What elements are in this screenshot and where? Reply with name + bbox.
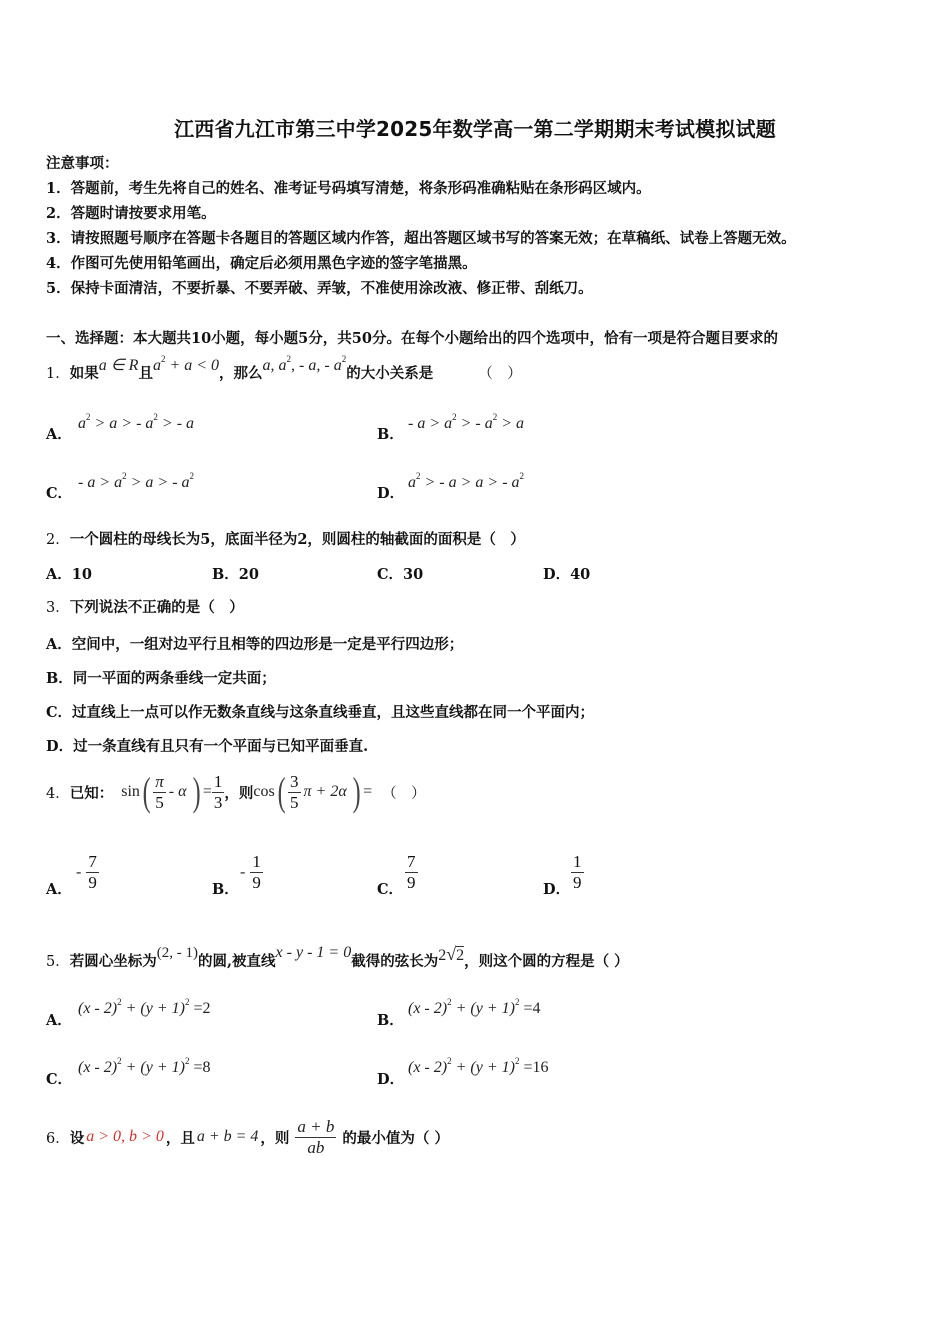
option-a-math: - $\frac{7}{9}$ <box>76 852 97 892</box>
math-expression: $a^2 + a < 0$ <box>152 354 220 374</box>
option-c-label: C． <box>46 1071 73 1088</box>
math-sqrt: 2√2 <box>438 944 465 964</box>
math-expression: x - y - 1 = 0 <box>275 944 352 961</box>
option-d: D．40 <box>543 566 591 583</box>
option-d: D．过一条直线有且只有一个平面与已知平面垂直. <box>46 738 369 755</box>
question-5: 5．若圆心坐标为(2, - 1)的圆,被直线x - y - 1 = 0截得的弦长为2√2，则这个圆的方程是（ ） <box>46 944 629 970</box>
option-d-math: $a^2$ > - a > a > - $a^2$ <box>408 471 525 491</box>
page-title: 江西省九江市第三中学2025年数学高一第二学期期末考试模拟试题 <box>174 117 776 141</box>
notice-item-5: 5．保持卡面清洁，不要折暴、不要弄破、弄皱，不准使用涂改液、修正带、刮纸刀。 <box>46 280 593 297</box>
option-a: A．10 <box>46 566 92 583</box>
option-d-math: $\frac{1}{9}$ <box>573 852 582 892</box>
math-expression: a + b = 4 <box>196 1128 259 1145</box>
section-heading: 一、选择题：本大题共10小题，每小题5分，共50分。在每个小题给出的四个选项中，恰有一项是符合题目要求的 <box>46 330 778 347</box>
math-expression: a, $a^2$, - a, - $a^2$ <box>262 354 347 374</box>
option-a-label: A． <box>46 1012 72 1029</box>
option-d-label: D． <box>377 485 405 502</box>
question-number: 4． <box>46 785 70 802</box>
question-number: 2． <box>46 532 70 548</box>
math-cos: cos <box>253 783 275 800</box>
option-a: A．空间中，一组对边平行且相等的四边形是一定是平行四边形； <box>46 636 464 653</box>
option-d-label: D． <box>377 1071 405 1088</box>
option-b-math: - $a > a^2$ > - $a^2 > a$ <box>408 412 525 432</box>
option-d-math: $(x - 2)^2 + (y + 1)^2 =16$ <box>408 1056 549 1076</box>
option-c-math: $\frac{7}{9}$ <box>407 852 416 892</box>
notice-item-3: 3．请按照题号顺序在答题卡各题目的答题区域内作答，超出答题区域书写的答案无效；在草稿纸、试卷上答题无效。 <box>46 230 796 247</box>
option-a-math: $(x - 2)^2 + (y + 1)^2 =2$ <box>78 997 211 1017</box>
notice-heading: 注意事项： <box>46 155 119 172</box>
answer-blank: （ ） <box>382 785 426 802</box>
option-c-label: C． <box>377 881 404 898</box>
option-a-math: $a^2 > a$ > - $a^2$ > - a <box>78 412 195 432</box>
option-b: B．同一平面的两条垂线一定共面； <box>46 670 276 687</box>
question-3: 3．下列说法不正确的是（ ） <box>46 599 244 616</box>
question-6: 6． 设 a > 0, b > 0 ，且 a + b = 4 ，则 $\frac{a + b}{ab}$ 的最小值为（ ） <box>46 1116 449 1157</box>
question-2: 2．一个圆柱的母线长为5，底面半径为2，则圆柱的轴截面的面积是（ ） <box>46 531 525 548</box>
notice-item-4: 4．作图可先使用铅笔画出，确定后必须用黑色字迹的签字笔描黑。 <box>46 255 477 272</box>
question-number: 3． <box>46 600 70 616</box>
question-number: 1． <box>46 366 70 382</box>
math-sin: sin <box>121 783 140 800</box>
notice-item-2: 2．答题时请按要求用笔。 <box>46 205 216 222</box>
math-fraction: $\frac{\pi}{5}$ <box>155 771 164 812</box>
option-a-label: A． <box>46 426 72 443</box>
option-c-math: $(x - 2)^2 + (y + 1)^2 =8$ <box>78 1056 211 1076</box>
math-expression: (2, - 1) <box>156 945 198 961</box>
math-fraction: $\frac{a + b}{ab}$ <box>297 1116 335 1157</box>
option-c: C．30 <box>377 566 424 583</box>
option-c-label: C． <box>46 485 73 502</box>
option-b-label: B． <box>212 881 239 898</box>
option-c: C．过直线上一点可以作无数条直线与这条直线垂直，且这些直线都在同一个平面内； <box>46 704 595 721</box>
question-4: 4． 已知： sin ( $\frac{\pi}{5}$ - α ) = $\frac{1}{3}$ ，则 cos ( $\frac{3}{5}$ π + 2α ) = （ ） <box>46 769 426 814</box>
math-fraction: $\frac{1}{3}$ <box>213 771 223 812</box>
notice-item-1: 1．答题前，考生先将自己的姓名、准考证号码填写清楚，将条形码准确粘贴在条形码区域内。 <box>46 180 651 197</box>
math-condition: a > 0, b > 0 <box>86 1128 164 1145</box>
option-b-label: B． <box>377 426 404 443</box>
option-c-math: - $a > a^2 > a$ > - $a^2$ <box>78 471 195 491</box>
question-number: 6． <box>46 1130 70 1147</box>
option-d-label: D． <box>543 881 571 898</box>
math-expression: a ∈ R <box>98 357 139 374</box>
option-b: B．20 <box>212 566 259 583</box>
question-1: 1．如果a ∈ R且$a^2 + a < 0$，那么a, $a^2$, - a, - $a^2$的大小关系是 （ ） <box>46 354 522 382</box>
math-fraction: $\frac{3}{5}$ <box>290 771 299 812</box>
option-a-label: A． <box>46 881 72 898</box>
question-number: 5． <box>46 954 70 970</box>
option-b-math: - $\frac{1}{9}$ <box>240 852 261 892</box>
option-b-math: $(x - 2)^2 + (y + 1)^2 =4$ <box>408 997 541 1017</box>
answer-blank: （ ） <box>478 366 522 382</box>
option-b-label: B． <box>377 1012 404 1029</box>
